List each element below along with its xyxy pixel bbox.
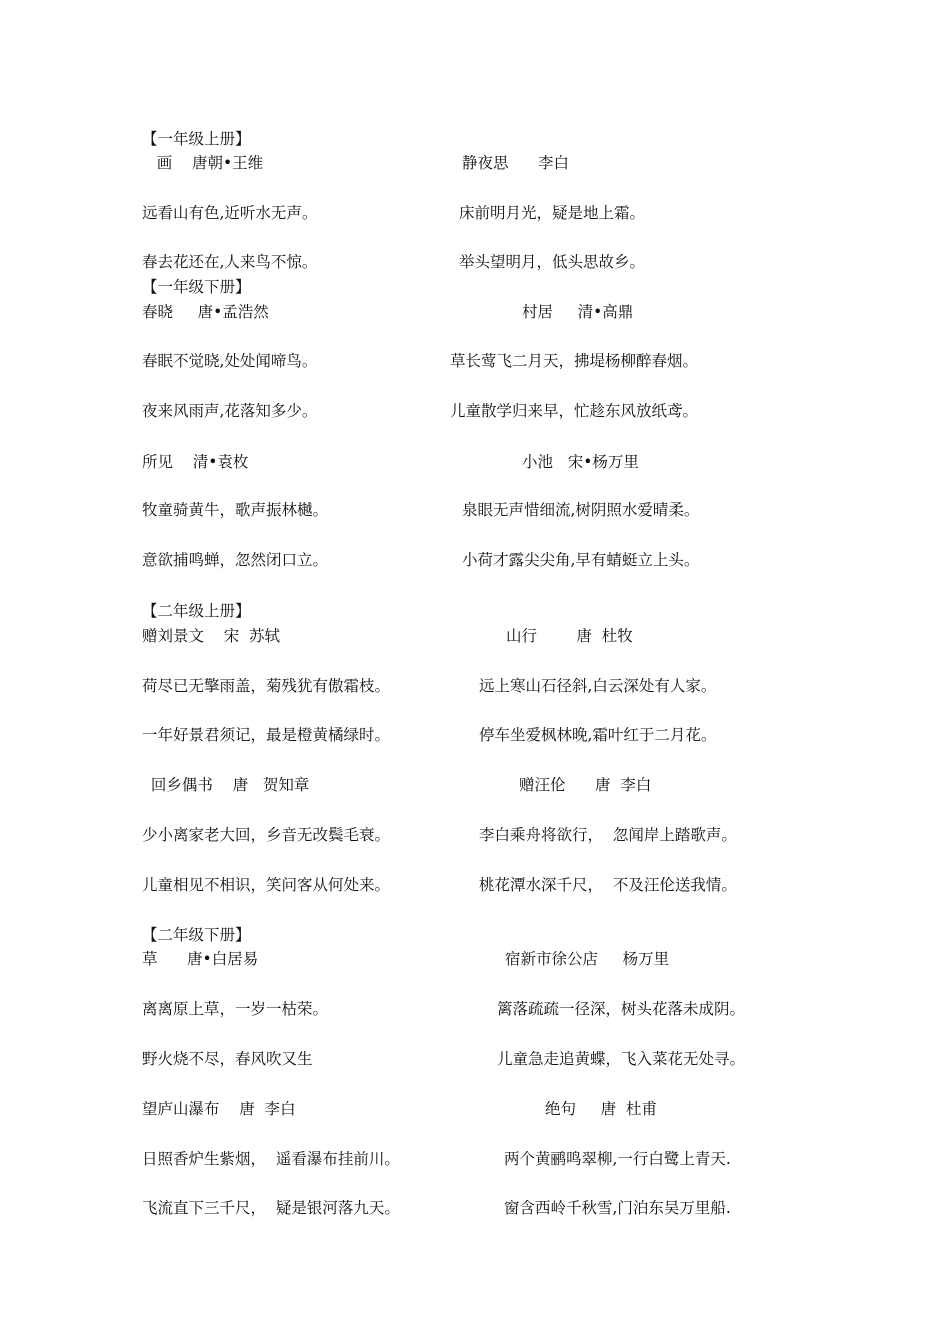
poem-line-left: 少小离家老大回，乡音无改鬓毛衰。 <box>142 826 391 844</box>
poem-title-left: 草 唐•白居易 <box>142 950 259 968</box>
poem-line-left: 夜来风雨声,花落知多少。 <box>142 402 318 420</box>
poem-line-left: 野火烧不尽，春风吹又生 <box>142 1050 313 1068</box>
poem-line-left: 飞流直下三千尺， 疑是银河落九天。 <box>142 1199 400 1217</box>
poem-line-left: 春眠不觉晓,处处闻啼鸟。 <box>142 352 318 370</box>
poem-line-left: 春去花还在,人来鸟不惊。 <box>142 253 318 271</box>
poem-line-right: 篱落疏疏一径深，树头花落未成阴。 <box>497 1000 746 1018</box>
poem-line-right: 桃花潭水深千尺， 不及汪伦送我情。 <box>479 876 737 894</box>
section-heading: 【二年级下册】 <box>142 926 251 944</box>
poem-title-left: 所见 清•袁枚 <box>142 453 249 471</box>
poem-title-right: 宿新市徐公店 杨万里 <box>505 950 670 968</box>
poem-line-left: 荷尽已无擎雨盖，菊残犹有傲霜枝。 <box>142 677 391 695</box>
section-heading: 【一年级下册】 <box>142 278 251 296</box>
poem-line-right: 停车坐爱枫林晚,霜叶红于二月花。 <box>479 726 717 744</box>
poem-line-right: 窗含西岭千秋雪,门泊东吴万里船. <box>504 1199 731 1217</box>
poem-line-right: 儿童散学归来早，忙趁东风放纸鸢。 <box>450 402 699 420</box>
poem-title-left: 画 唐朝•王维 <box>142 154 264 172</box>
poem-line-right: 泉眼无声惜细流,树阴照水爱晴柔。 <box>462 501 700 519</box>
poem-title-right: 小池 宋•杨万里 <box>522 453 639 471</box>
poem-title-right: 村居 清•高鼎 <box>522 303 634 321</box>
poem-line-right: 远上寒山石径斜,白云深处有人家。 <box>479 677 717 695</box>
poem-line-right: 举头望明月，低头思故乡。 <box>459 253 646 271</box>
poem-line-left: 儿童相见不相识，笑问客从何处来。 <box>142 876 391 894</box>
section-heading: 【二年级上册】 <box>142 602 251 620</box>
poem-title-left: 春晓 唐•孟浩然 <box>142 303 269 321</box>
poem-line-right: 儿童急走追黄蝶，飞入菜花无处寻。 <box>497 1050 746 1068</box>
poem-line-left: 离离原上草，一岁一枯荣。 <box>142 1000 329 1018</box>
poem-title-right: 绝句 唐 杜甫 <box>545 1100 657 1118</box>
poem-line-left: 牧童骑黄牛，歌声振林樾。 <box>142 501 329 519</box>
poem-title-left: 赠刘景文 宋 苏轼 <box>142 627 281 645</box>
poem-title-right: 静夜思 李白 <box>462 154 570 172</box>
poem-line-left: 意欲捕鸣蝉，忽然闭口立。 <box>142 551 329 569</box>
poem-title-right: 山行 唐 杜牧 <box>506 627 633 645</box>
poem-title-right: 赠汪伦 唐 李白 <box>519 776 652 794</box>
poem-line-left: 远看山有色,近听水无声。 <box>142 204 318 222</box>
poem-line-right: 草长莺飞二月天，拂堤杨柳醉春烟。 <box>450 352 699 370</box>
poem-line-left: 一年好景君须记，最是橙黄橘绿时。 <box>142 726 391 744</box>
poem-title-left: 望庐山瀑布 唐 李白 <box>142 1100 296 1118</box>
poem-line-right: 床前明月光，疑是地上霜。 <box>459 204 646 222</box>
poem-line-left: 日照香炉生紫烟， 遥看瀑布挂前川。 <box>142 1150 400 1168</box>
section-heading: 【一年级上册】 <box>142 130 251 148</box>
poem-line-right: 小荷才露尖尖角,早有蜻蜓立上头。 <box>462 551 700 569</box>
poem-title-left: 回乡偶书 唐 贺知章 <box>146 776 310 794</box>
poem-line-right: 两个黄鹂鸣翠柳,一行白鹭上青天. <box>504 1150 731 1168</box>
poem-line-right: 李白乘舟将欲行， 忽闻岸上踏歌声。 <box>479 826 737 844</box>
